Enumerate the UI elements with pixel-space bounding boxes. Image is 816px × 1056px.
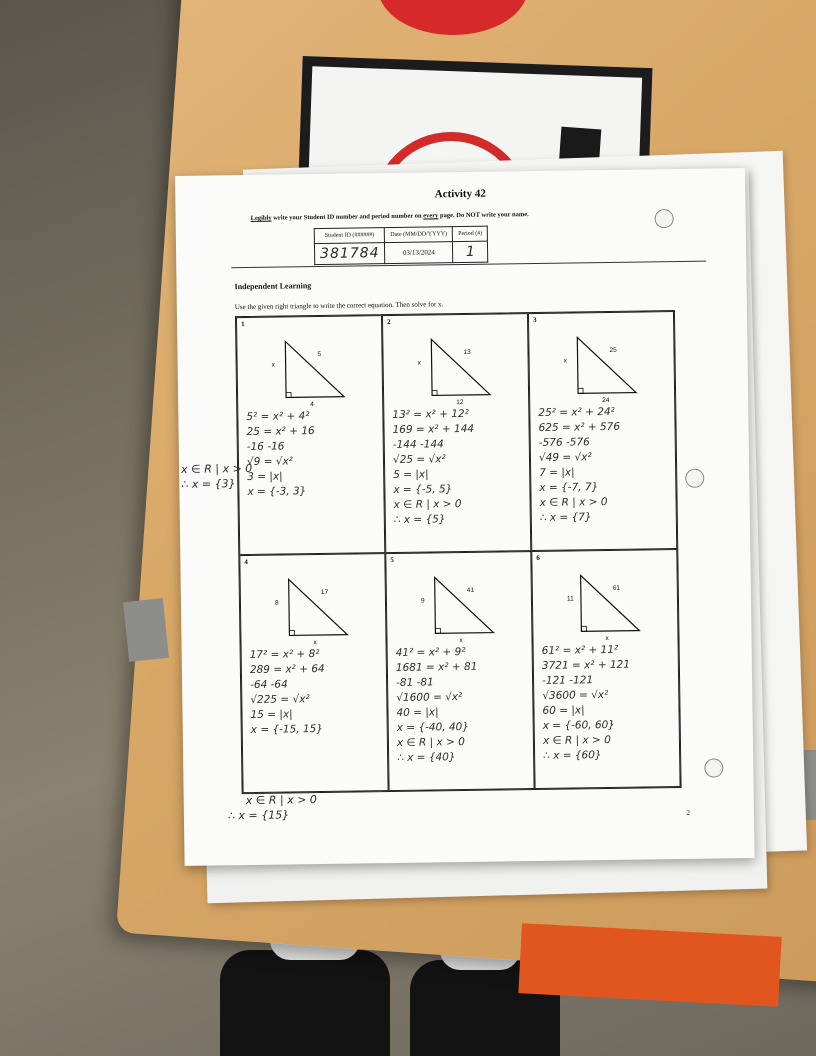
- handwritten-work: 41² = x² + 9² 1681 = x² + 81 -81 -81 √1600 = √x² 40 = |x| x = {-40, 40} x ∈ R | x > 0 ∴ x = {40}: [395, 645, 478, 764]
- worksheet-page: [175, 168, 755, 866]
- period-header: Period (#): [453, 226, 488, 241]
- base-label: x: [313, 639, 317, 647]
- handwritten-work: 13² = x² + 12² 169 = x² + 144 -144 -144 √25 = √x² 5 = |x| x = {-5, 5} x ∈ R | x > 0 ∴ x = {5}: [392, 407, 475, 526]
- punch-hole: [655, 209, 674, 228]
- orange-folder: [518, 923, 781, 1007]
- problem-cell-2: [382, 313, 531, 553]
- hypotenuse-label: 61: [612, 584, 621, 592]
- problem-number: 1: [241, 320, 245, 329]
- base-label: 4: [310, 401, 314, 409]
- bag-strap: [123, 598, 169, 662]
- leg-label: x: [417, 359, 421, 367]
- leg-label: 11: [566, 595, 574, 603]
- base-label: 24: [602, 396, 610, 405]
- problem-number: 5: [390, 555, 394, 565]
- problem-number: 3: [532, 315, 537, 325]
- problem-cell-6: [531, 549, 680, 789]
- hypotenuse-label: 25: [609, 346, 617, 354]
- problem-number: 6: [536, 553, 540, 562]
- base-label: 12: [456, 398, 464, 407]
- problem-cell-5: [385, 551, 534, 791]
- margin-note: x ∈ R | x > 0 ∴ x = {15}: [227, 793, 317, 823]
- handwritten-work: 5² = x² + 4² 25 = x² + 16 -16 -16 √9 = √x² 3 = |x| x = {-3, 3}: [246, 410, 315, 499]
- punch-hole: [704, 758, 723, 777]
- right-triangle: [425, 335, 496, 400]
- student-id-value: 381784: [314, 243, 385, 265]
- punch-hole: [685, 469, 704, 488]
- problem-number: 2: [387, 318, 391, 327]
- base-label: x: [459, 637, 463, 645]
- handwritten-work: 17² = x² + 8² 289 = x² + 64 -64 -64 √225 = √x² 15 = |x| x = {-15, 15}: [249, 648, 325, 736]
- hypotenuse-label: 17: [320, 588, 329, 597]
- problem-cell-4: [239, 553, 388, 793]
- handwritten-work: 61² = x² + 11² 3721 = x² + 121 -121 -121 √3600 = √x² 60 = |x| x = {-60, 60} x ∈ R | x > 0 ∴ x = {60}: [541, 643, 631, 762]
- worksheet-title: Activity 42: [434, 187, 486, 201]
- right-triangle: [429, 573, 500, 638]
- margin-note: x ∈ R | x > 0 ∴ x = {3}: [181, 461, 253, 491]
- base-label: x: [605, 634, 609, 643]
- right-triangle: [575, 570, 646, 635]
- leg-label: 9: [420, 597, 425, 605]
- problem-cell-1: [236, 315, 385, 555]
- student-id-header: Student ID (######): [314, 228, 385, 244]
- section-title: Independent Learning: [234, 281, 312, 292]
- hypotenuse-label: 13: [463, 348, 471, 356]
- hypotenuse-label: 41: [466, 586, 475, 594]
- period-value: 1: [453, 241, 488, 262]
- hypotenuse-label: 5: [317, 350, 322, 359]
- instructions-line: Legibly write your Student ID number and period number on every page. Do NOT write your name.: [250, 211, 529, 222]
- prompt-text: Use the given right triangle to write the correct equation. Then solve for x.: [234, 300, 444, 312]
- page-number: 2: [686, 808, 690, 817]
- date-header: Date (MM/DD/YYYY): [385, 227, 453, 243]
- student-info-table: [314, 226, 489, 265]
- problem-grid: [235, 310, 682, 794]
- right-triangle: [279, 337, 350, 402]
- handwritten-work: 25² = x² + 24² 625 = x² + 576 -576 -576 √49 = √x² 7 = |x| x = {-7, 7} x ∈ R | x > 0 ∴ x = {7}: [538, 405, 621, 524]
- leg-label: x: [271, 361, 275, 369]
- right-triangle: [571, 333, 642, 398]
- date-value: 03/13/2024: [385, 242, 453, 264]
- problem-number: 4: [244, 558, 248, 567]
- problem-cell-3: [528, 311, 677, 551]
- leg-label: x: [563, 357, 567, 365]
- leg-label: 8: [274, 599, 279, 607]
- right-triangle: [283, 575, 354, 640]
